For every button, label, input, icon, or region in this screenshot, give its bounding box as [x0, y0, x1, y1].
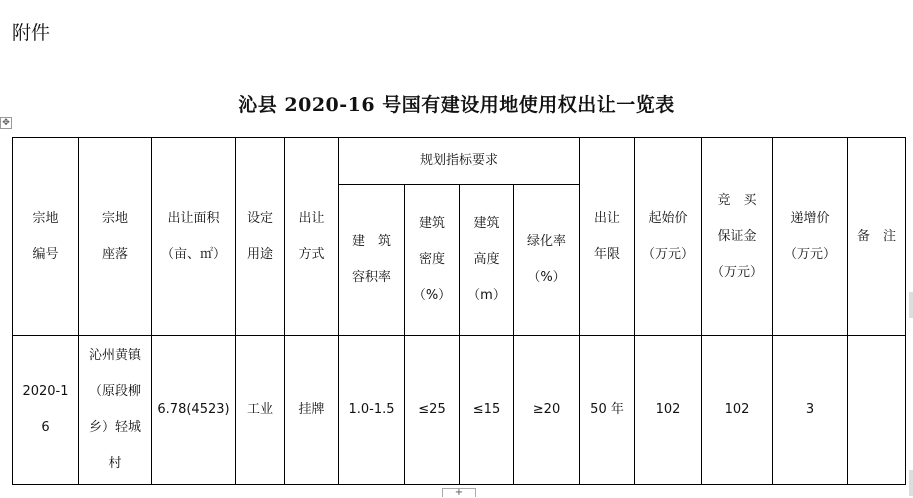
cell-start-price: 102	[635, 336, 702, 485]
cell-area: 6.78(4523)	[152, 336, 236, 485]
header-term: 出让 年限	[580, 138, 635, 336]
cell-remarks	[848, 336, 906, 485]
header-far: 建 筑 容积率	[339, 185, 405, 336]
add-row-button[interactable]: +	[442, 488, 476, 497]
cell-green: ≥20	[514, 336, 580, 485]
table-move-handle-icon[interactable]: ✥	[0, 117, 12, 129]
scroll-marker	[909, 470, 913, 496]
land-transfer-table	[12, 137, 906, 485]
cell-density: ≤25	[405, 336, 460, 485]
cell-location: 沁州黄镇 （原段柳 乡）轻城 村	[79, 336, 152, 485]
cell-height: ≤15	[460, 336, 514, 485]
header-green: 绿化率 （%）	[514, 185, 580, 336]
cell-use: 工业	[236, 336, 285, 485]
cell-lot-no: 2020-1 6	[13, 336, 79, 485]
cell-increment: 3	[773, 336, 848, 485]
table-row	[13, 336, 906, 485]
header-remarks: 备 注	[848, 138, 906, 336]
attachment-label: 附件	[12, 22, 51, 44]
document-title: 沁县 2020-16 号国有建设用地使用权出让一览表	[238, 94, 675, 116]
header-lot-no: 宗地 编号	[13, 138, 79, 336]
header-start-price: 起始价 （万元）	[635, 138, 702, 336]
table-header-row	[13, 138, 906, 185]
cell-deposit: 102	[702, 336, 773, 485]
header-increment: 递增价 （万元）	[773, 138, 848, 336]
cell-method: 挂牌	[285, 336, 339, 485]
header-deposit: 竞 买 保证金 （万元）	[702, 138, 773, 336]
header-planning-group: 规划指标要求	[339, 138, 580, 185]
cell-far: 1.0-1.5	[339, 336, 405, 485]
header-method: 出让 方式	[285, 138, 339, 336]
header-use: 设定 用途	[236, 138, 285, 336]
header-area: 出让面积 （亩、㎡）	[152, 138, 236, 336]
header-location: 宗地 座落	[79, 138, 152, 336]
header-density: 建筑 密度 （%）	[405, 185, 460, 336]
cell-term: 50 年	[580, 336, 635, 485]
header-height: 建筑 高度 （m）	[460, 185, 514, 336]
scroll-marker	[909, 292, 913, 318]
